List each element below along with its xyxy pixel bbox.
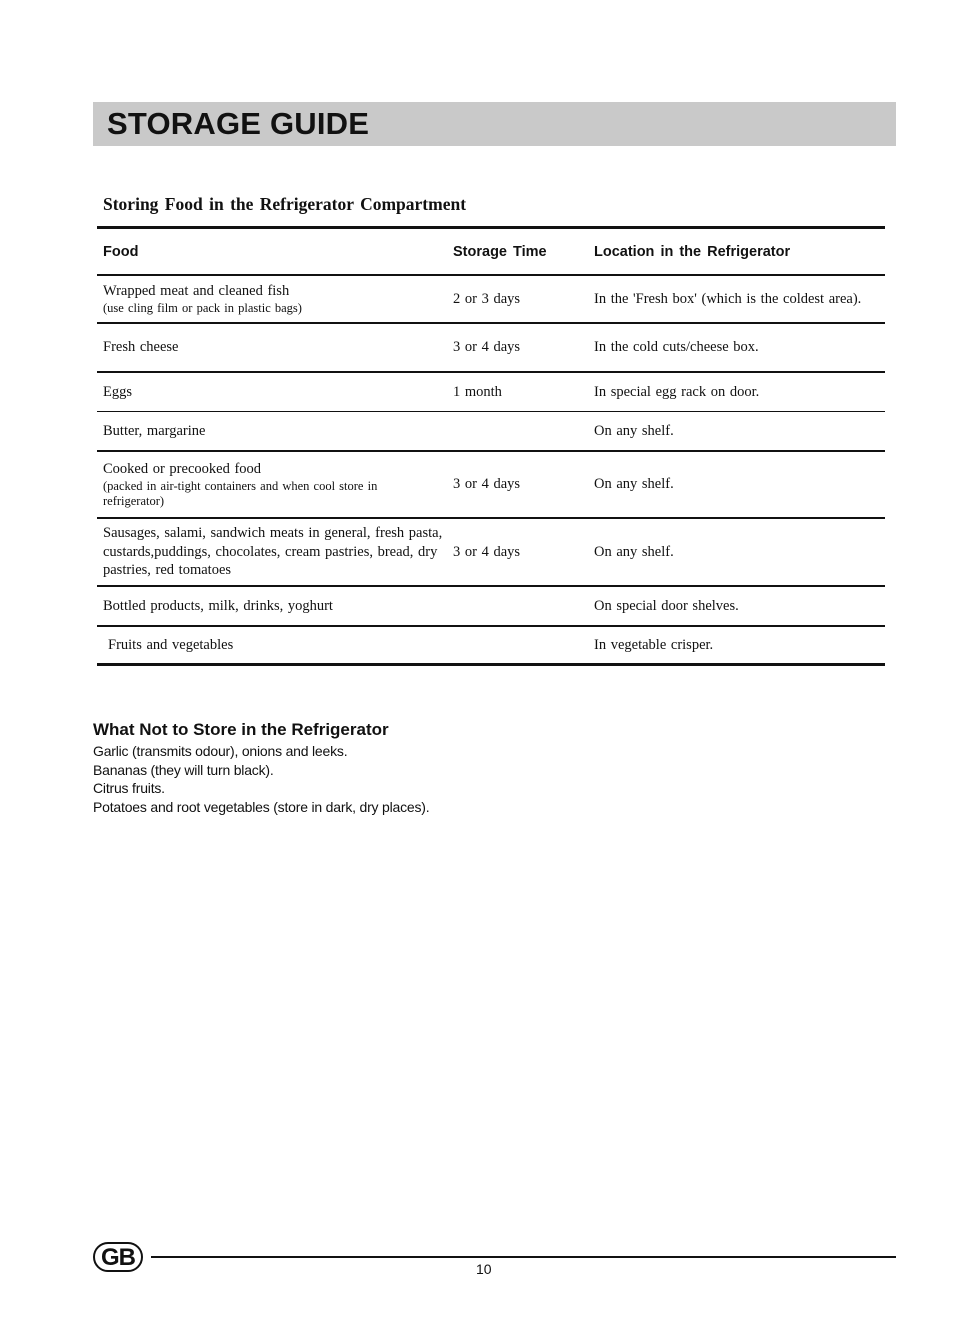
table-row [97,323,885,372]
storage-time-cell: 3 or 4 days [447,323,588,372]
table-row [97,451,885,518]
food-cell [97,451,447,518]
column-header-location: Location in the Refrigerator [588,228,885,276]
page-title: STORAGE GUIDE [107,106,370,141]
table-header-row [97,228,885,276]
country-badge: GB [93,1242,143,1272]
food-cell [97,275,447,323]
location-cell: In the cold cuts/cheese box. [588,323,885,372]
not-to-store-section [93,720,429,816]
food-cell: Fruits and vegetables [108,636,234,653]
food-note: (packed in air-tight containers and when cool store in refrigerator) [103,478,378,508]
storage-time-cell [447,586,588,626]
storage-time-cell [447,411,588,451]
storage-time-cell: 3 or 4 days [447,518,588,586]
location-cell: On any shelf. [588,451,885,518]
page-number: 10 [476,1261,492,1277]
title-bar [93,102,896,146]
table-row [97,372,885,411]
section-heading: Storing Food in the Refrigerator Compartment [103,194,467,214]
food-name: Wrapped meat and cleaned fish [103,283,290,300]
storage-time-cell: 1 month [447,372,588,411]
not-to-store-item: Potatoes and root vegetables (store in dark, dry places). [93,798,430,815]
not-to-store-heading: What Not to Store in the Refrigerator [93,720,389,739]
table-row [97,411,885,451]
food-note: (use cling film or pack in plastic bags) [103,300,302,315]
table-row [97,586,885,626]
food-cell: Butter, margarine [97,411,447,451]
location-cell: On any shelf. [588,518,885,586]
location-cell: On special door shelves. [588,586,885,626]
not-to-store-item: Citrus fruits. [93,780,165,796]
location-cell: In the 'Fresh box' (which is the coldest area). [588,275,885,323]
storage-time-cell [447,626,588,664]
column-header-storage-time: Storage Time [447,228,588,276]
column-header-food: Food [97,228,447,276]
table-row [97,626,885,664]
food-cell: Eggs [97,372,447,411]
storage-time-cell: 3 or 4 days [447,451,588,518]
food-cell: Bottled products, milk, drinks, yoghurt [97,586,447,626]
location-cell: In vegetable crisper. [594,636,714,653]
food-cell: Sausages, salami, sandwich meats in general, fresh pasta, custards,puddings, chocolates, cream pastries, bread, dry pastries, red tomatoes [97,518,447,586]
table-row [97,275,885,323]
not-to-store-item: Garlic (transmits odour), onions and leeks. [93,743,348,759]
food-name: Cooked or precooked food [103,461,262,478]
table-row [97,518,885,586]
footer-divider [151,1256,896,1258]
food-cell: Fresh cheese [97,323,447,372]
storage-table [97,226,885,666]
storage-time-cell: 2 or 3 days [447,275,588,323]
location-cell: On any shelf. [588,411,885,451]
not-to-store-item: Bananas (they will turn black). [93,761,274,778]
location-cell: In special egg rack on door. [588,372,885,411]
